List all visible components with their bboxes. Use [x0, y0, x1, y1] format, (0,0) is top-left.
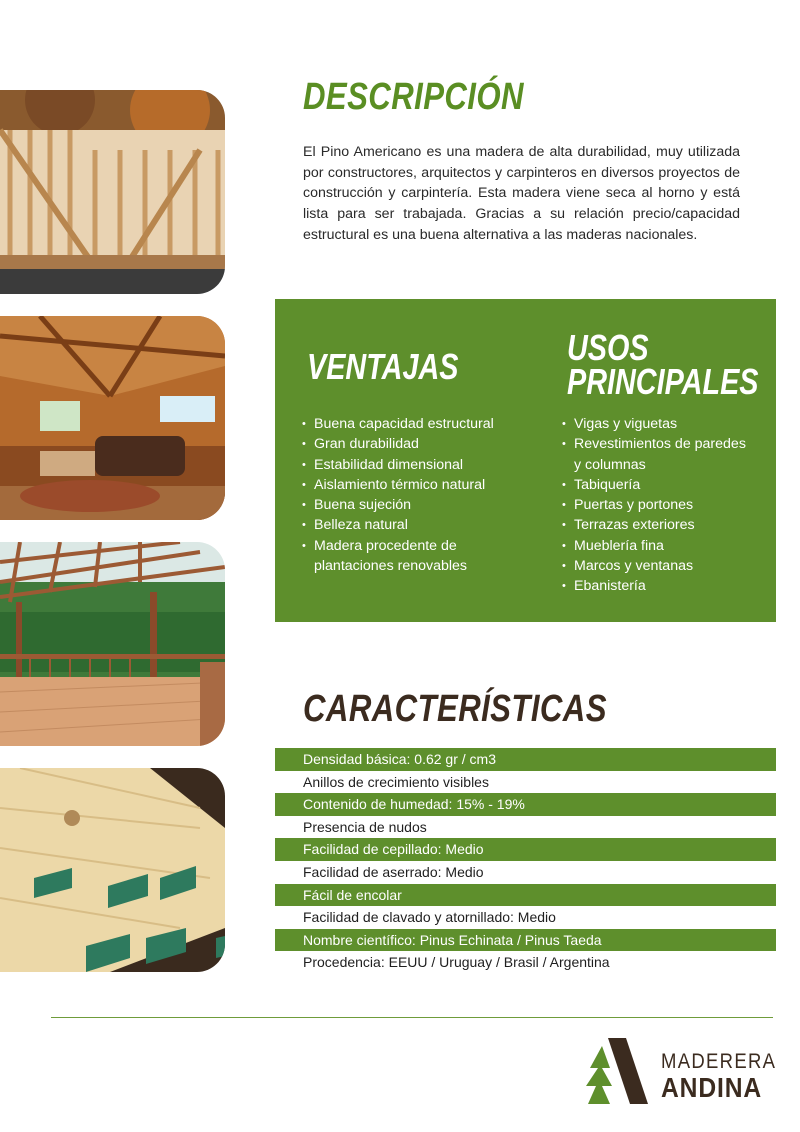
usos-item: • Ebanistería [562, 576, 752, 596]
caracteristicas-row: Anillos de crecimiento visibles [275, 771, 776, 794]
caracteristicas-row: Facilidad de cepillado: Medio [275, 838, 776, 861]
ventajas-title: VENTAJAS [307, 346, 459, 387]
usos-item: • Puertas y portones [562, 495, 752, 515]
ventajas-item: • Buena capacidad estructural [302, 414, 532, 434]
pergola-deck-photo [0, 542, 225, 746]
caracteristicas-row: Facilidad de aserrado: Medio [275, 861, 776, 884]
ventajas-item: • Madera procedente de plantaciones renovables [302, 536, 532, 577]
ventajas-usos-panel [275, 299, 776, 622]
ventajas-item: • Buena sujeción [302, 495, 532, 515]
usos-item: • Revestimientos de paredes y columnas [562, 434, 752, 475]
descripcion-text: El Pino Americano es una madera de alta durabilidad, muy utilizada por constructores, arquitectos y carpinteros en diversos proyectos de construcción y carpintería. Esta madera viene seca al horno y está lista para ser trabajada. Gracias a su relación precio/capacidad estructural es una buena alternativa a las maderas nacionales. [303, 144, 740, 243]
usos-item: • Tabiquería [562, 475, 752, 495]
ventajas-item: • Estabilidad dimensional [302, 455, 532, 475]
usos-title-line1: USOS [567, 327, 649, 368]
ventajas-item: • Gran durabilidad [302, 434, 532, 454]
maderera-andina-logo-icon [586, 1038, 648, 1104]
ventajas-list [302, 414, 532, 576]
wooden-living-room-photo [0, 316, 225, 520]
footer-divider [51, 1017, 773, 1018]
caracteristicas-row: Densidad básica: 0.62 gr / cm3 [275, 748, 776, 771]
caracteristicas-row: Fácil de encolar [275, 884, 776, 907]
usos-item: • Mueblería fina [562, 536, 752, 556]
logo-text-andina: ANDINA [661, 1072, 763, 1103]
usos-item: • Vigas y viguetas [562, 414, 752, 434]
logo-text-maderera: MADERERA [661, 1050, 777, 1073]
usos-item: • Marcos y ventanas [562, 556, 752, 576]
descripcion-title: DESCRIPCIÓN [303, 76, 524, 118]
caracteristicas-row: Presencia de nudos [275, 816, 776, 839]
treated-lumber-boards-photo [0, 768, 225, 972]
caracteristicas-row: Facilidad de clavado y atornillado: Medio [275, 906, 776, 929]
usos-list [562, 414, 752, 597]
caracteristicas-table [275, 748, 776, 974]
timber-frame-house-photo [0, 90, 225, 294]
caracteristicas-row: Nombre científico: Pinus Echinata / Pinus Taeda [275, 929, 776, 952]
caracteristicas-row: Procedencia: EEUU / Uruguay / Brasil / Argentina [275, 951, 776, 974]
ventajas-item: • Belleza natural [302, 515, 532, 535]
usos-item: • Terrazas exteriores [562, 515, 752, 535]
caracteristicas-title: CARACTERÍSTICAS [303, 688, 607, 730]
usos-title-line2: PRINCIPALES [567, 361, 759, 402]
ventajas-item: • Aislamiento térmico natural [302, 475, 532, 495]
caracteristicas-row: Contenido de humedad: 15% - 19% [275, 793, 776, 816]
